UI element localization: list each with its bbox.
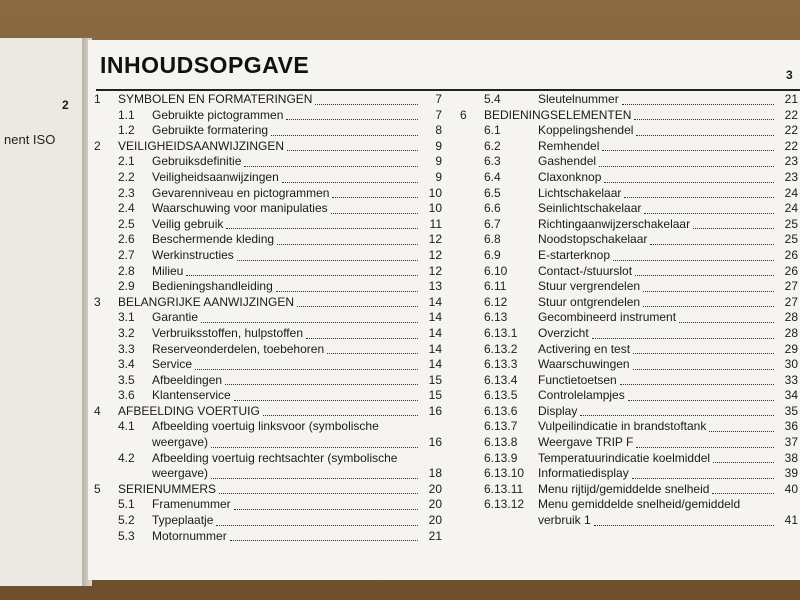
toc-entry [460, 170, 798, 186]
toc-entry-page: 27 [784, 294, 798, 309]
toc-entry-label: VEILIGHEIDSAANWIJZINGEN [118, 138, 285, 153]
toc-entry [460, 154, 798, 170]
toc-entry [460, 435, 798, 451]
leader-dots [632, 478, 774, 479]
leader-dots [226, 228, 418, 229]
leader-dots [650, 244, 774, 245]
toc-entry [94, 232, 442, 248]
toc-entry-label: Gevarenniveau en pictogrammen [152, 185, 330, 200]
title-underline [96, 89, 800, 91]
toc-entry-number: 6.13.5 [484, 388, 518, 403]
toc-entry-number: 2.1 [118, 154, 135, 169]
toc-entry-number: 5.1 [118, 497, 135, 512]
toc-entry [94, 154, 442, 170]
toc-entry [94, 451, 442, 482]
toc-entry [460, 295, 798, 311]
toc-entry-number: 3.1 [118, 310, 135, 325]
leader-dots [592, 338, 774, 339]
toc-entry-number: 2.6 [118, 232, 135, 247]
toc-entry-page: 23 [784, 169, 798, 184]
toc-entry-page: 14 [428, 294, 442, 309]
leader-dots [628, 400, 774, 401]
leader-dots [693, 228, 774, 229]
toc-entry-page: 34 [784, 388, 798, 403]
toc-entry-number: 3.6 [118, 388, 135, 403]
page-title: INHOUDSOPGAVE [100, 52, 310, 78]
toc-entry-label: SYMBOLEN EN FORMATERINGEN [118, 92, 313, 106]
toc-entry-label: Typeplaatje [152, 513, 214, 528]
toc-entry [460, 92, 798, 108]
toc-entry-label: Veilig gebruik [152, 216, 224, 231]
toc-entry-label: Noodstopschakelaar [538, 232, 648, 247]
toc-entry-page: 20 [428, 497, 442, 512]
toc-entry-label: Richtingaanwijzerschakelaar [538, 216, 691, 231]
leader-dots [327, 353, 418, 354]
toc-entry-page: 14 [428, 310, 442, 325]
toc-entry-number: 3.5 [118, 372, 135, 387]
toc-entry-label: Gebruiksdefinitie [152, 154, 242, 169]
toc-entry-label: Temperatuurindicatie koelmiddel [538, 450, 711, 465]
toc-entry [460, 108, 798, 124]
toc-entry-number: 6.13.1 [484, 325, 518, 340]
leader-dots [620, 384, 774, 385]
leader-dots [643, 306, 774, 307]
toc-entry-page: 14 [428, 325, 442, 340]
leader-dots [622, 104, 774, 105]
toc-entry [460, 404, 798, 420]
toc-entry-label: AFBEELDING VOERTUIG [118, 403, 260, 418]
leader-dots [195, 369, 418, 370]
toc-entry-label: Menu rijtijd/gemiddelde snelheid [538, 481, 710, 496]
toc-entry-page: 22 [784, 138, 798, 153]
toc-entry-number: 6.7 [484, 216, 501, 231]
toc-entry-page: 9 [435, 154, 442, 169]
toc-entry-page: 7 [435, 107, 442, 122]
toc-entry-label: Beschermende kleding [152, 232, 275, 247]
toc-entry-number: 5.3 [118, 528, 135, 543]
toc-entry-number: 2.5 [118, 216, 135, 231]
toc-entry-number: 4.1 [118, 419, 135, 434]
leader-dots [643, 291, 774, 292]
toc-entry-number: 5.2 [118, 513, 135, 528]
leader-dots [263, 415, 418, 416]
toc-entry [94, 170, 442, 186]
toc-entry-label: SERIENUMMERS [118, 481, 217, 496]
toc-entry-page: 30 [784, 357, 798, 372]
toc-entry-page: 29 [784, 341, 798, 356]
toc-entry-page: 36 [784, 419, 798, 434]
toc-entry-page: 26 [784, 263, 798, 278]
toc-entry-label: Gecombineerd instrument [538, 310, 677, 325]
toc-entry [460, 123, 798, 139]
toc-entry-page: 16 [428, 435, 442, 450]
toc-entry [460, 139, 798, 155]
left-page-text-fragment: nent ISO [4, 132, 56, 147]
toc-entry-page: 27 [784, 279, 798, 294]
toc-entry [460, 482, 798, 498]
toc-entry-number: 6.13.3 [484, 357, 518, 372]
leader-dots [287, 150, 418, 151]
toc-entry-label: Koppelingshendel [538, 123, 634, 138]
toc-entry-label: Informatiedisplay [538, 466, 629, 481]
toc-entry-label: Gebruikte formatering [152, 123, 269, 138]
toc-entry [460, 373, 798, 389]
leader-dots [282, 182, 418, 183]
toc-entry-label: Activering en test [538, 341, 631, 356]
toc-entry-page: 12 [428, 247, 442, 262]
toc-entry [94, 373, 442, 389]
toc-entry [94, 201, 442, 217]
leader-dots [331, 213, 418, 214]
toc-entry [94, 279, 442, 295]
leader-dots [633, 353, 774, 354]
toc-entry [94, 497, 442, 513]
toc-entry [94, 357, 442, 373]
toc-entry-number: 6.10 [484, 263, 508, 278]
toc-entry-number: 1.2 [118, 123, 135, 138]
leader-dots [624, 197, 774, 198]
toc-entry-number: 2.4 [118, 201, 135, 216]
toc-entry [460, 264, 798, 280]
leader-dots [201, 322, 418, 323]
toc-entry-label: Veiligheidsaanwijzingen [152, 169, 279, 184]
toc-entry [460, 310, 798, 326]
toc-entry-page: 25 [784, 232, 798, 247]
toc-entry-label: BELANGRIJKE AANWIJZINGEN [118, 294, 295, 309]
toc-entry [460, 232, 798, 248]
toc-entry-page: 15 [428, 372, 442, 387]
leader-dots [306, 338, 418, 339]
leader-dots [225, 384, 418, 385]
toc-entry [94, 217, 442, 233]
toc-entry-label: Afbeelding voertuig rechtsachter (symbolische [152, 450, 398, 465]
toc-entry-number: 6.5 [484, 185, 501, 200]
toc-entry-number: 6.6 [484, 201, 501, 216]
toc-entry-number: 2.9 [118, 279, 135, 294]
toc-entry [94, 419, 442, 450]
toc-entry-page: 11 [429, 216, 442, 231]
toc-entry-number: 6.2 [484, 138, 501, 153]
toc-entry-page: 14 [428, 341, 442, 356]
leader-dots [633, 369, 774, 370]
leader-dots [211, 447, 418, 448]
toc-entry-page: 37 [784, 435, 798, 450]
toc-entry-page: 33 [784, 372, 798, 387]
toc-entry-number: 5.4 [484, 92, 501, 106]
toc-entry-page: 39 [784, 466, 798, 481]
toc-entry [94, 404, 442, 420]
toc-entry-page: 12 [428, 232, 442, 247]
toc-entry-page: 26 [784, 247, 798, 262]
leader-dots [636, 135, 774, 136]
leader-dots [271, 135, 418, 136]
toc-entry-page: 22 [784, 123, 798, 138]
toc-entry-page: 41 [784, 513, 798, 528]
toc-entry-page: 25 [784, 216, 798, 231]
toc-entry-page: 24 [784, 185, 798, 200]
leader-dots [644, 213, 774, 214]
leader-dots [713, 462, 774, 463]
leader-dots [594, 525, 774, 526]
toc-entry-label: Remhendel [538, 138, 600, 153]
toc-entry [460, 419, 798, 435]
toc-entry-number: 6.11 [484, 279, 507, 294]
leader-dots [634, 119, 774, 120]
toc-entry-label: Service [152, 357, 193, 372]
toc-entry-page: 18 [428, 466, 442, 481]
toc-entry-page: 28 [784, 310, 798, 325]
toc-entry-page: 16 [428, 403, 442, 418]
toc-entry-label: Garantie [152, 310, 199, 325]
leader-dots [216, 525, 418, 526]
toc-entry-number: 6.12 [484, 294, 508, 309]
toc-entry-label: Seinlichtschakelaar [538, 201, 642, 216]
toc-entry [460, 186, 798, 202]
toc-entry-label: Controlelampjes [538, 388, 625, 403]
toc-entry [460, 217, 798, 233]
leader-dots [635, 275, 774, 276]
toc-entry-page: 28 [784, 325, 798, 340]
toc-entry [94, 326, 442, 342]
toc-entry-page: 23 [784, 154, 798, 169]
toc-entry [460, 466, 798, 482]
leader-dots [315, 104, 418, 105]
toc-entry-number: 2.3 [118, 185, 135, 200]
toc-entry-label: Claxonknop [538, 169, 602, 184]
toc-entry [94, 248, 442, 264]
toc-entry-number: 6.13.2 [484, 341, 518, 356]
toc-column-right [460, 92, 798, 529]
toc-entry-label: Stuur ontgrendelen [538, 294, 641, 309]
toc-entry [460, 451, 798, 467]
toc-entry-page: 14 [428, 357, 442, 372]
toc-entry-number: 6 [460, 107, 467, 122]
toc-entry-number: 6.13 [484, 310, 508, 325]
toc-entry-number: 6.3 [484, 154, 501, 169]
toc-entry-label: Bedieningshandleiding [152, 279, 273, 294]
toc-entry [94, 186, 442, 202]
toc-entry-label-continued: verbruik 1 [538, 513, 591, 528]
toc-entry-label: Framenummer [152, 497, 231, 512]
toc-entry-page: 10 [428, 185, 442, 200]
toc-entry-label: Motornummer [152, 528, 227, 543]
toc-entry [94, 264, 442, 280]
toc-entry [460, 248, 798, 264]
toc-entry [460, 357, 798, 373]
toc-entry-label: Lichtschakelaar [538, 185, 622, 200]
toc-entry [94, 342, 442, 358]
leader-dots [237, 260, 418, 261]
leader-dots [234, 509, 418, 510]
leader-dots [186, 275, 418, 276]
leader-dots [332, 197, 418, 198]
toc-entry-label: Waarschuwing voor manipulaties [152, 201, 328, 216]
toc-entry-number: 1 [94, 92, 101, 106]
toc-entry-label: Menu gemiddelde snelheid/gemiddeld [538, 497, 741, 512]
toc-entry-label: BEDIENINGSELEMENTEN [484, 107, 632, 122]
toc-entry [94, 513, 442, 529]
toc-entry-number: 3.3 [118, 341, 135, 356]
toc-entry-number: 4 [94, 403, 101, 418]
toc-entry-number: 6.13.8 [484, 435, 518, 450]
left-page-number: 2 [62, 98, 69, 112]
toc-entry-number: 2.8 [118, 263, 135, 278]
leader-dots [679, 322, 774, 323]
toc-entry [460, 497, 798, 528]
toc-entry-label: Vulpeilindicatie in brandstoftank [538, 419, 707, 434]
leader-dots [244, 166, 418, 167]
leader-dots [230, 540, 418, 541]
toc-entry-number: 2 [94, 138, 101, 153]
toc-entry-page: 20 [428, 513, 442, 528]
toc-entry-number: 6.13.9 [484, 450, 518, 465]
toc-entry-label: Stuur vergrendelen [538, 279, 641, 294]
leader-dots [602, 150, 774, 151]
toc-entry-number: 3.4 [118, 357, 135, 372]
toc-entry-page: 9 [435, 138, 442, 153]
toc-entry [94, 310, 442, 326]
toc-entry-label: Klantenservice [152, 388, 231, 403]
toc-entry-label: Verbruiksstoffen, hulpstoffen [152, 325, 303, 340]
toc-entry [460, 279, 798, 295]
toc-entry-label: Reserveonderdelen, toebehoren [152, 341, 325, 356]
toc-entry-number: 6.9 [484, 247, 501, 262]
toc-entry-label: Functietoetsen [538, 372, 617, 387]
toc-entry-page: 20 [428, 481, 442, 496]
leader-dots [211, 478, 418, 479]
toc-column-left [94, 92, 442, 544]
toc-entry-label: Gebruikte pictogrammen [152, 107, 284, 122]
toc-entry [94, 123, 442, 139]
toc-entry-number: 3 [94, 294, 101, 309]
toc-entry-page: 21 [784, 92, 798, 106]
toc-entry-label: Waarschuwingen [538, 357, 630, 372]
leader-dots [709, 431, 774, 432]
leader-dots [712, 493, 774, 494]
toc-entry-label: E-starterknop [538, 247, 611, 262]
toc-entry-number: 6.13.12 [484, 497, 525, 512]
toc-entry-page: 9 [435, 169, 442, 184]
toc-entry-number: 5 [94, 481, 101, 496]
leader-dots [613, 260, 774, 261]
toc-entry-page: 10 [428, 201, 442, 216]
leader-dots [636, 447, 774, 448]
toc-entry-number: 2.2 [118, 169, 135, 184]
toc-entry [460, 388, 798, 404]
toc-entry-label: Weergave TRIP F [538, 435, 634, 450]
toc-entry [460, 201, 798, 217]
toc-entry-page: 15 [428, 388, 442, 403]
toc-entry-number: 2.7 [118, 247, 135, 262]
toc-entry [94, 529, 442, 545]
toc-entry [94, 92, 442, 108]
leader-dots [580, 415, 774, 416]
right-page [88, 40, 800, 580]
leader-dots [297, 306, 418, 307]
toc-entry-label-continued: weergave) [152, 435, 209, 450]
toc-entry-page: 12 [428, 263, 442, 278]
leader-dots [286, 119, 418, 120]
toc-entry [460, 342, 798, 358]
leader-dots [277, 244, 418, 245]
toc-entry-page: 7 [435, 92, 442, 106]
leader-dots [234, 400, 418, 401]
toc-entry-label: Display [538, 403, 578, 418]
toc-entry-number: 6.13.7 [484, 419, 518, 434]
toc-entry-page: 35 [784, 403, 798, 418]
toc-entry-number: 6.13.11 [484, 481, 524, 496]
toc-entry-number: 4.2 [118, 450, 135, 465]
toc-entry-label: Afbeeldingen [152, 372, 223, 387]
toc-entry-label: Gashendel [538, 154, 597, 169]
toc-entry-page: 21 [428, 528, 442, 543]
toc-entry-number: 6.13.4 [484, 372, 518, 387]
toc-entry-number: 6.13.6 [484, 403, 518, 418]
leader-dots [276, 291, 418, 292]
toc-entry [94, 388, 442, 404]
leader-dots [604, 182, 774, 183]
leader-dots [599, 166, 774, 167]
toc-entry [94, 139, 442, 155]
toc-entry-number: 3.2 [118, 325, 135, 340]
toc-entry-label-continued: weergave) [152, 466, 209, 481]
toc-entry [94, 482, 442, 498]
right-page-number: 3 [786, 68, 793, 82]
toc-entry-label: Milieu [152, 263, 184, 278]
toc-entry [94, 108, 442, 124]
toc-entry-number: 1.1 [118, 107, 135, 122]
leader-dots [219, 493, 418, 494]
toc-entry-page: 22 [784, 107, 798, 122]
toc-entry-number: 6.1 [484, 123, 501, 138]
toc-entry-label: Contact-/stuurslot [538, 263, 633, 278]
toc-entry-number: 6.13.10 [484, 466, 525, 481]
toc-entry-page: 24 [784, 201, 798, 216]
toc-entry-number: 6.4 [484, 169, 501, 184]
toc-entry-page: 8 [435, 123, 442, 138]
toc-entry-number: 6.8 [484, 232, 501, 247]
toc-entry-label: Afbeelding voertuig linksvoor (symbolische [152, 419, 379, 434]
toc-entry-page: 38 [784, 450, 798, 465]
toc-entry [94, 295, 442, 311]
toc-entry-page: 40 [784, 481, 798, 496]
toc-entry-label: Overzicht [538, 325, 589, 340]
left-page [0, 38, 88, 586]
toc-entry [460, 326, 798, 342]
toc-entry-page: 13 [428, 279, 442, 294]
toc-entry-label: Sleutelnummer [538, 92, 619, 106]
toc-entry-label: Werkinstructies [152, 247, 234, 262]
